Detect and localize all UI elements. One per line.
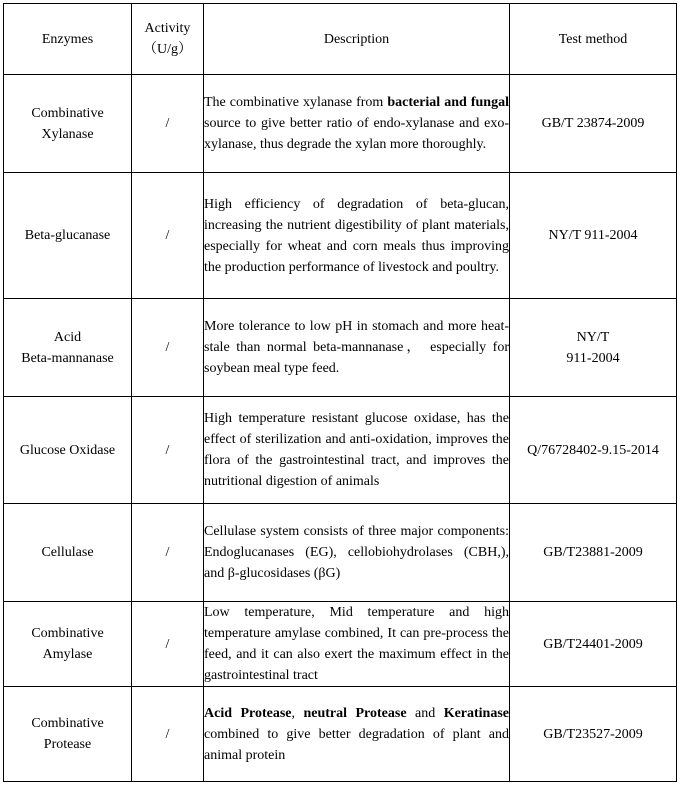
activity-value: / (132, 75, 204, 173)
activity-value: / (132, 173, 204, 299)
activity-value: / (132, 504, 204, 602)
enzyme-description: Cellulase system consists of three major components: Endoglucanases (EG), cellobiohydrolases (CBH,), and β-glucosidases (βG) (204, 504, 510, 602)
table-header-row (4, 4, 677, 75)
header-activity-unit: （U/g） (143, 42, 192, 57)
table-row (4, 75, 677, 173)
test-method: NY/T 911-2004 (510, 173, 677, 299)
activity-value: / (132, 602, 204, 687)
header-enzymes: Enzymes (4, 4, 132, 75)
table-row (4, 173, 677, 299)
test-method: NY/T 911-2004 (510, 299, 677, 397)
enzyme-description: The combinative xylanase from bacterial and fungal source to give better ratio of endo-xylanase and exo-xylanase, thus degrade the xylan more thoroughly. (204, 75, 510, 173)
test-method: Q/76728402-9.15-2014 (510, 397, 677, 504)
enzyme-name: Combinative Amylase (4, 602, 132, 687)
table-row (4, 687, 677, 782)
table-row (4, 299, 677, 397)
enzyme-name: Cellulase (4, 504, 132, 602)
header-description: Description (204, 4, 510, 75)
enzyme-name: Acid Beta-mannanase (4, 299, 132, 397)
enzyme-description: Acid Protease, neutral Protease and Keratinase combined to give better degradation of plant and animal protein (204, 687, 510, 782)
table-row (4, 602, 677, 687)
activity-value: / (132, 397, 204, 504)
enzyme-name: Combinative Protease (4, 687, 132, 782)
enzyme-description: High temperature resistant glucose oxidase, has the effect of sterilization and anti-oxidation, improves the flora of the gastrointestinal tract, and improves the nutritional digestion of animals (204, 397, 510, 504)
test-method: GB/T23881-2009 (510, 504, 677, 602)
test-method: GB/T24401-2009 (510, 602, 677, 687)
table-row (4, 504, 677, 602)
header-activity-label: Activity (144, 21, 191, 36)
enzyme-description: High efficiency of degradation of beta-glucan, increasing the nutrient digestibility of plant materials, especially for wheat and corn meals thus improving the production performance of livestock and poultry. (204, 173, 510, 299)
activity-value: / (132, 299, 204, 397)
test-method: GB/T23527-2009 (510, 687, 677, 782)
enzyme-name: Glucose Oxidase (4, 397, 132, 504)
activity-value: / (132, 687, 204, 782)
header-activity (132, 4, 204, 75)
enzyme-name: Combinative Xylanase (4, 75, 132, 173)
enzyme-description: Low temperature, Mid temperature and high temperature amylase combined, It can pre-process the feed, and it can also exert the maximum effect in the gastrointestinal tract (204, 602, 510, 687)
test-method: GB/T 23874-2009 (510, 75, 677, 173)
enzyme-description: More tolerance to low pH in stomach and more heat-stale than normal beta-mannanase， especially for soybean meal type feed. (204, 299, 510, 397)
table-row (4, 397, 677, 504)
enzyme-name: Beta-glucanase (4, 173, 132, 299)
header-test-method: Test method (510, 4, 677, 75)
enzyme-table (3, 3, 677, 782)
